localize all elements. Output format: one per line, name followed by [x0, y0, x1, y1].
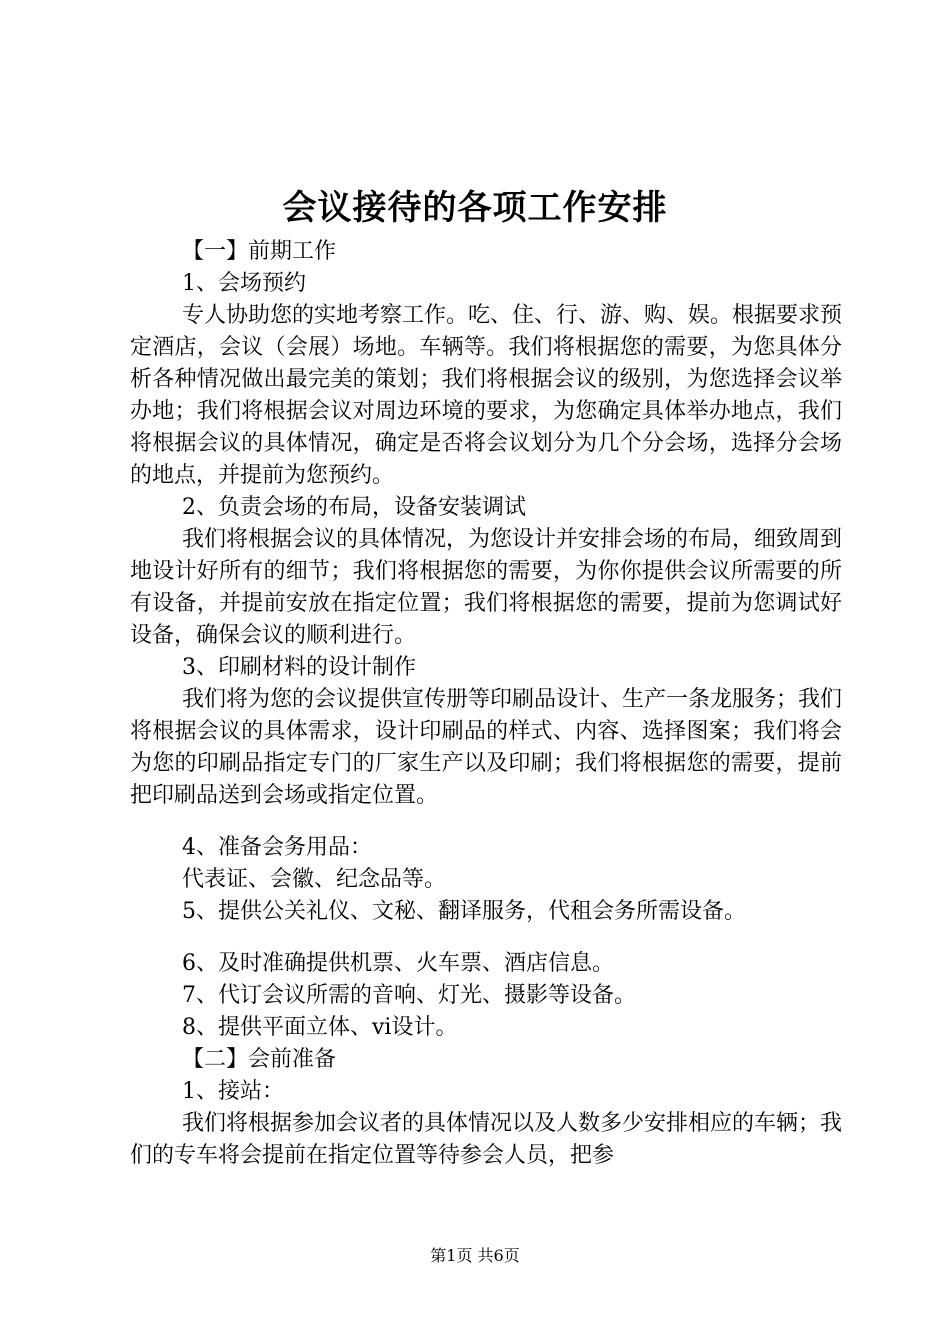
page-footer: 第1页 共6页 — [430, 1246, 520, 1265]
paragraph: 我们将为您的会议提供宣传册等印刷品设计、生产一条龙服务；我们将根据会议的具体需求，设计印刷品的样式、内容、选择图案；我们将会为您的印刷品指定专门的厂家生产以及印刷；我们将根据您的需要，提前把印刷品送到会场或指定位置。 — [130, 687, 843, 808]
item-heading: 8、提供平面立体、vi设计。 — [182, 1015, 458, 1040]
paragraph: 代表证、会徽、纪念品等。 — [182, 867, 447, 892]
item-heading: 4、准备会务用品： — [182, 835, 372, 860]
spacer — [130, 812, 842, 832]
section-heading: 【一】前期工作 — [182, 239, 337, 264]
item-heading: 1、接站： — [182, 1079, 284, 1104]
item-heading: 5、提供公关礼仪、文秘、翻译服务，代租会务所需设备。 — [182, 899, 746, 924]
document-body — [130, 236, 842, 1172]
document-title: 会议接待的各项工作安排 — [282, 188, 668, 228]
item-heading: 1、会场预约 — [182, 271, 306, 296]
item-heading: 3、印刷材料的设计制作 — [182, 655, 416, 680]
item-heading: 6、及时准确提供机票、火车票、酒店信息。 — [182, 951, 614, 976]
spacer — [130, 928, 842, 948]
paragraph: 专人协助您的实地考察工作。吃、住、行、游、购、娱。根据要求预定酒店，会议（会展）场地。车辆等。我们将根据您的需要，为您具体分析各种情况做出最完美的策划；我们将根据会议的级别，为您选择会议举办地；我们将根据会议对周边环境的要求，为您确定具体举办地点，我们将根据会议的具体情况，确定是否将会议划分为几个分会场，选择分会场的地点，并提前为您预约。 — [130, 303, 843, 488]
section-heading: 【二】会前准备 — [182, 1047, 337, 1072]
item-heading: 2、负责会场的布局，设备安装调试 — [182, 495, 526, 520]
item-heading: 7、代订会议所需的音响、灯光、摄影等设备。 — [182, 983, 636, 1008]
paragraph: 我们将根据参加会议者的具体情况以及人数多少安排相应的车辆；我们的专车将会提前在指定位置等待参会人员，把参 — [130, 1111, 843, 1168]
paragraph: 我们将根据会议的具体情况，为您设计并安排会场的布局，细致周到地设计好所有的细节；我们将根据您的需要，为你你提供会议所需要的所有设备，并提前安放在指定位置；我们将根据您的需要，提前为您调试好设备，确保会议的顺利进行。 — [130, 527, 843, 648]
